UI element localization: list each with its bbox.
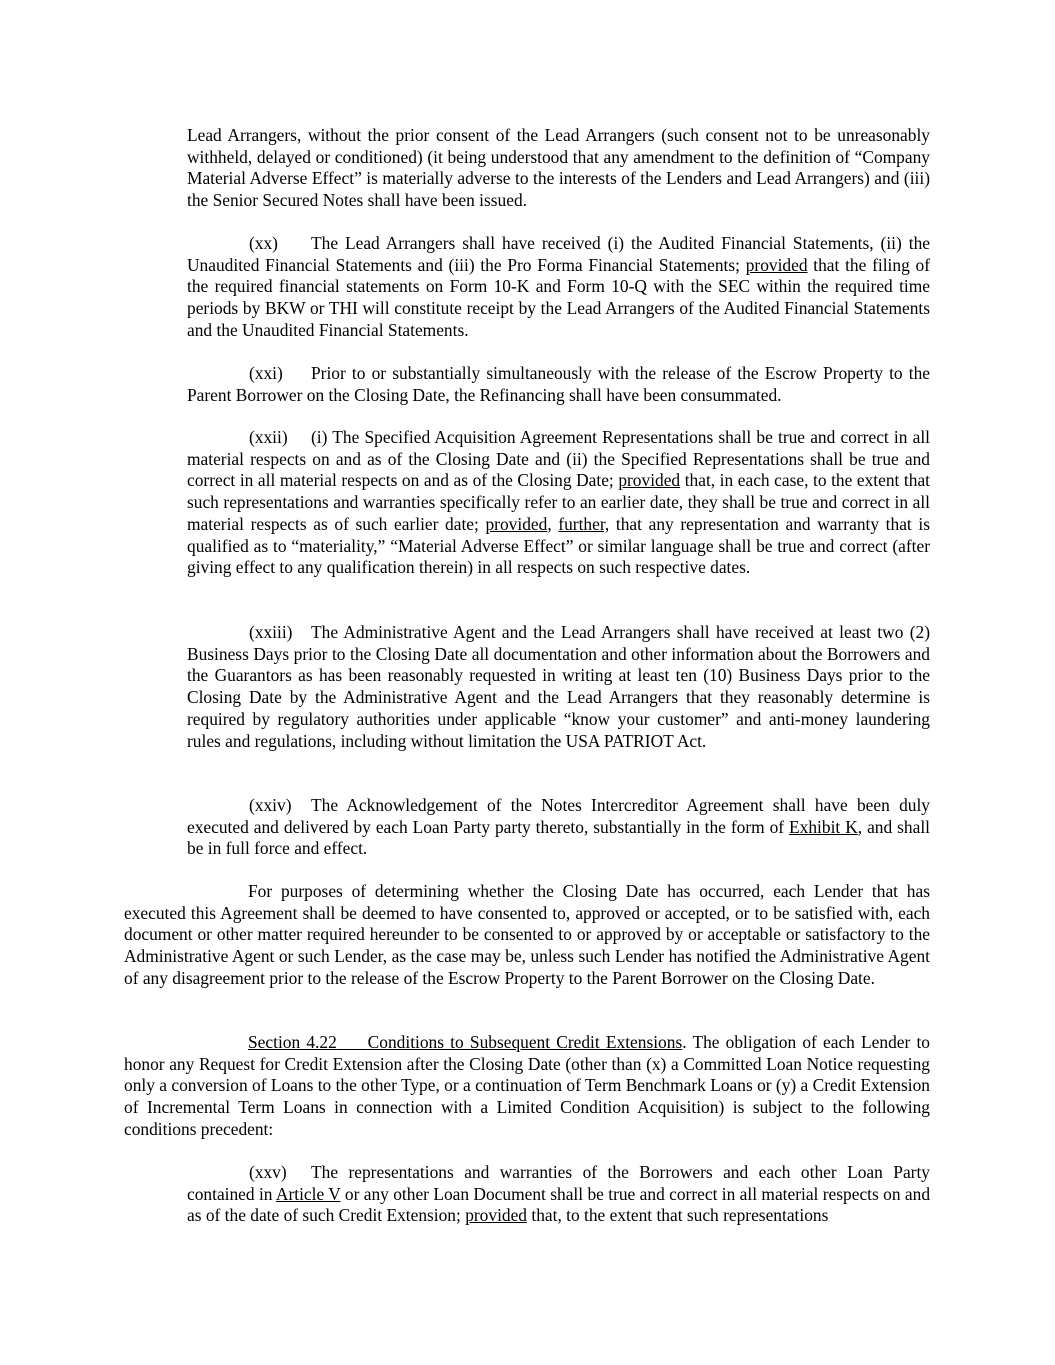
article-v-link: Article V — [275, 1183, 341, 1204]
clause-label: (xxii) — [249, 427, 288, 447]
section-number: Section 4.22 — [248, 1032, 337, 1052]
paragraph-continuation — [187, 125, 930, 212]
paragraph-purposes — [124, 881, 930, 990]
exhibit-k-link: Exhibit K — [789, 816, 858, 837]
paragraph-text: Lead Arrangers, without the prior consent of the Lead Arrangers (such consent not to be unreasonably withheld, delayed or conditioned) (it being understood that any amendment to the definition of “Company Material Adverse Effect” is materially adverse to the interests of the Lenders and Lead Arrangers) and (iii) the Senior Secured Notes shall have been issued. — [187, 125, 930, 211]
provided-term: provided — [465, 1205, 528, 1226]
provided-term: provided — [485, 513, 548, 534]
paragraph-text: For purposes of determining whether the Closing Date has occurred, each Lender that has executed this Agreement shall be deemed to have consented to, approved or accepted, or to be satisfied with, each document or other matter required hereunder to be consented to or approved by or acceptable or satisfactory to the Administrative Agent or such Lender, as the case may be, unless such Lender has notified the Administrative Agent of any disagreement prior to the release of the Escrow Property to the Parent Borrower on the Closing Date. — [124, 881, 930, 988]
clause-xxii: (xxii) (i) The Specified Acquisition Agreement Representations shall be true and correct in all material respects on and as of the Closing Date and (ii) the Specified Representations shall be true and correct in all material respects on and as of the Closing Date; provided that, in each case, to the extent that such representations and warranties specifically refer to an earlier date, they shall be true and correct in all material respects as of such earlier date; provided, further, that any representation and warranty that is qualified as to “materiality,” “Material Adverse Effect” or similar language shall be true and correct (after giving effect to any qualification therein) in all respects on such respective dates. — [187, 427, 930, 578]
clause-xxv: (xxv) The representations and warranties of the Borrowers and each other Loan Party contained in Article V or any other Loan Document shall be true and correct in all material respects on and as of the date of such Credit Extension; provided that, to the extent that such representations — [187, 1162, 931, 1226]
clause-xxiv: (xxiv) The Acknowledgement of the Notes Intercreditor Agreement shall have been duly executed and delivered by each Loan Party party thereto, substantially in the form of Exhibit K, and shall be in full force and effect. — [187, 795, 930, 859]
further-term: further, — [558, 513, 610, 534]
clause-label: (xx) — [249, 233, 278, 253]
section-4-22: Section 4.22 Conditions to Subsequent Credit Extensions. The obligation of each Lender to honor any Request for Credit Extension after the Closing Date (other than (x) a Committed Loan Notice requesting only a conversion of Loans to the other Type, or a continuation of Term Benchmark Loans or (y) a Credit Extension of Incremental Term Loans in connection with a Limited Condition Acquisition) is subject to the following conditions precedent: — [124, 1032, 930, 1139]
clause-xxiii: (xxiii) The Administrative Agent and the Lead Arrangers shall have received at least two (2) Business Days prior to the Closing Date all documentation and other information about the Borrowers and the Guarantors as has been reasonably requested in writing at least ten (10) Business Days prior to the Closing Date by the Administrative Agent and the Lead Arrangers that they reasonably determine is required by regulatory authorities under applicable “know your customer” and anti-money laundering rules and regulations, including without limitation the USA PATRIOT Act. — [187, 622, 930, 751]
provided-term: provided — [618, 470, 681, 491]
clause-label: (xxi) — [249, 363, 283, 383]
clause-label: (xxiii) — [249, 622, 293, 642]
clause-label: (xxiv) — [249, 795, 292, 815]
clause-xxi: (xxi) Prior to or substantially simultaneously with the release of the Escrow Property to the Parent Borrower on the Closing Date, the Refinancing shall have been consummated. — [187, 363, 930, 405]
section-heading — [248, 1032, 682, 1052]
clause-xx: (xx) The Lead Arrangers shall have received (i) the Audited Financial Statements, (ii) the Unaudited Financial Statements and (iii) the Pro Forma Financial Statements; provided that the filing of the required financial statements on Form 10-K and Form 10-Q with the SEC within the required time periods by BKW or THI will constitute receipt by the Lead Arrangers of the Audited Financial Statements and the Unaudited Financial Statements. — [187, 233, 930, 340]
provided-term: provided — [745, 254, 808, 275]
section-title: Conditions to Subsequent Credit Extensions — [367, 1032, 683, 1052]
clause-label: (xxv) — [249, 1162, 287, 1182]
